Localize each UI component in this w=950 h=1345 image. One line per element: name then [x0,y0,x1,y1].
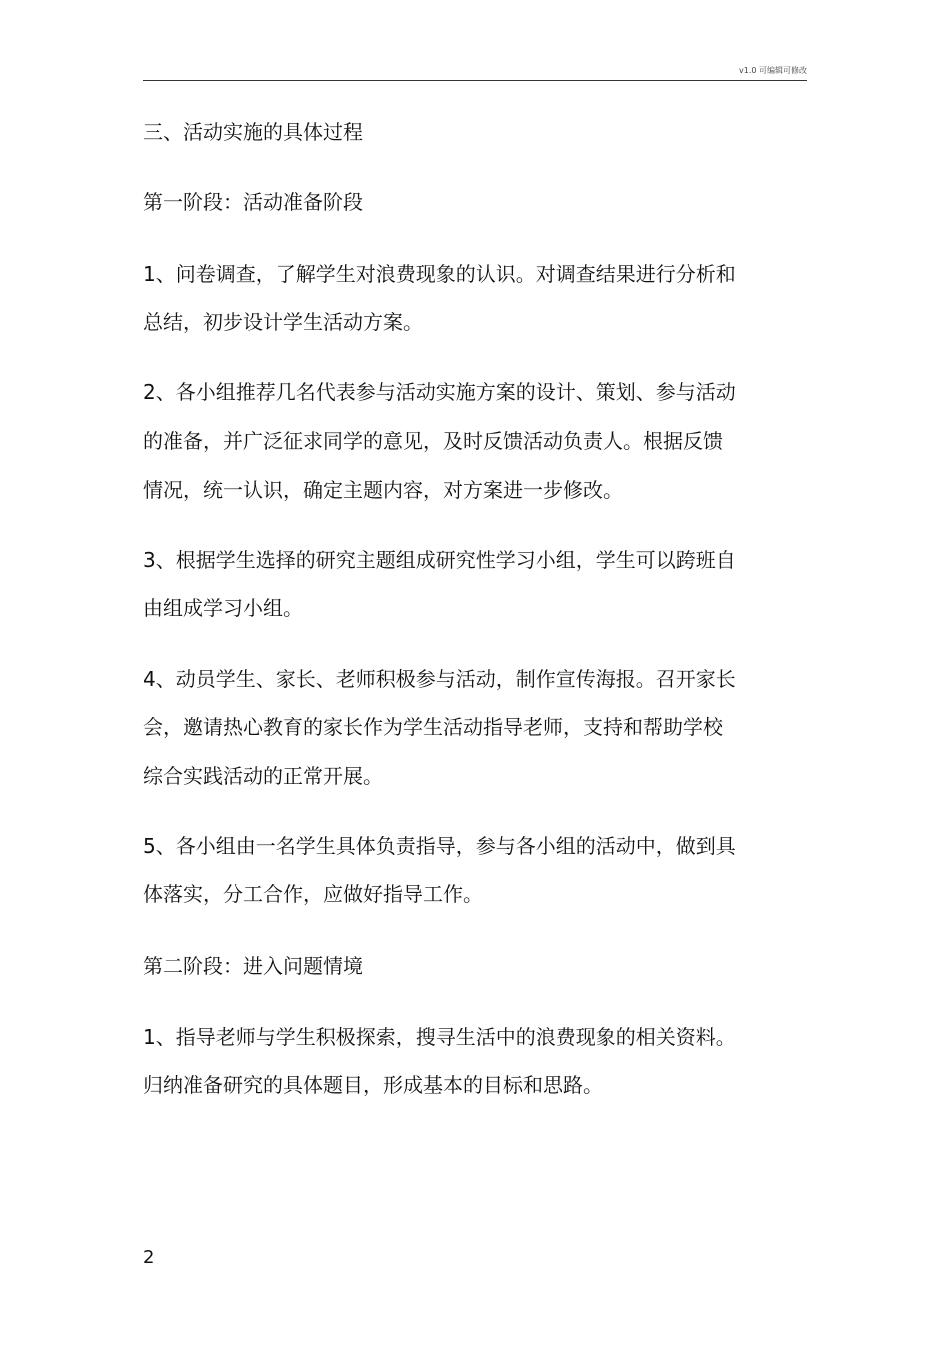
paragraph-5-line-1: 5、各小组由一名学生具体负责指导，参与各小组的活动中，做到具 [143,834,736,858]
paragraph-4-line-2: 会，邀请热心教育的家长作为学生活动指导老师，支持和帮助学校 [143,715,723,739]
page-number: 2 [143,1247,155,1268]
paragraph-6-line-1: 1、指导老师与学生积极探索，搜寻生活中的浪费现象的相关资料。 [143,1025,736,1049]
paragraph-2-line-1: 2、各小组推荐几名代表参与活动实施方案的设计、策划、参与活动 [143,380,736,404]
paragraph-4-line-3: 综合实践活动的正常开展。 [143,764,383,788]
stage-1-title: 第一阶段：活动准备阶段 [143,190,363,214]
paragraph-3-line-2: 由组成学习小组。 [143,596,303,620]
paragraph-3-line-1: 3、根据学生选择的研究主题组成研究性学习小组，学生可以跨班自 [143,548,736,572]
paragraph-2-line-3: 情况，统一认识，确定主题内容，对方案进一步修改。 [143,478,623,502]
paragraph-1-line-1: 1、问卷调查，了解学生对浪费现象的认识。对调查结果进行分析和 [143,262,736,286]
header-note: v1.0 可编辑可修改 [739,66,807,75]
stage-2-title: 第二阶段：进入问题情境 [143,954,363,978]
section-heading: 三、活动实施的具体过程 [143,120,363,144]
paragraph-1-line-2: 总结，初步设计学生活动方案。 [143,310,423,334]
paragraph-2-line-2: 的准备，并广泛征求同学的意见，及时反馈活动负责人。根据反馈 [143,429,723,453]
header-rule [143,80,807,81]
paragraph-6-line-2: 归纳准备研究的具体题目，形成基本的目标和思路。 [143,1073,603,1097]
paragraph-4-line-1: 4、动员学生、家长、老师积极参与活动，制作宣传海报。召开家长 [143,667,736,691]
paragraph-5-line-2: 体落实，分工合作，应做好指导工作。 [143,882,483,906]
